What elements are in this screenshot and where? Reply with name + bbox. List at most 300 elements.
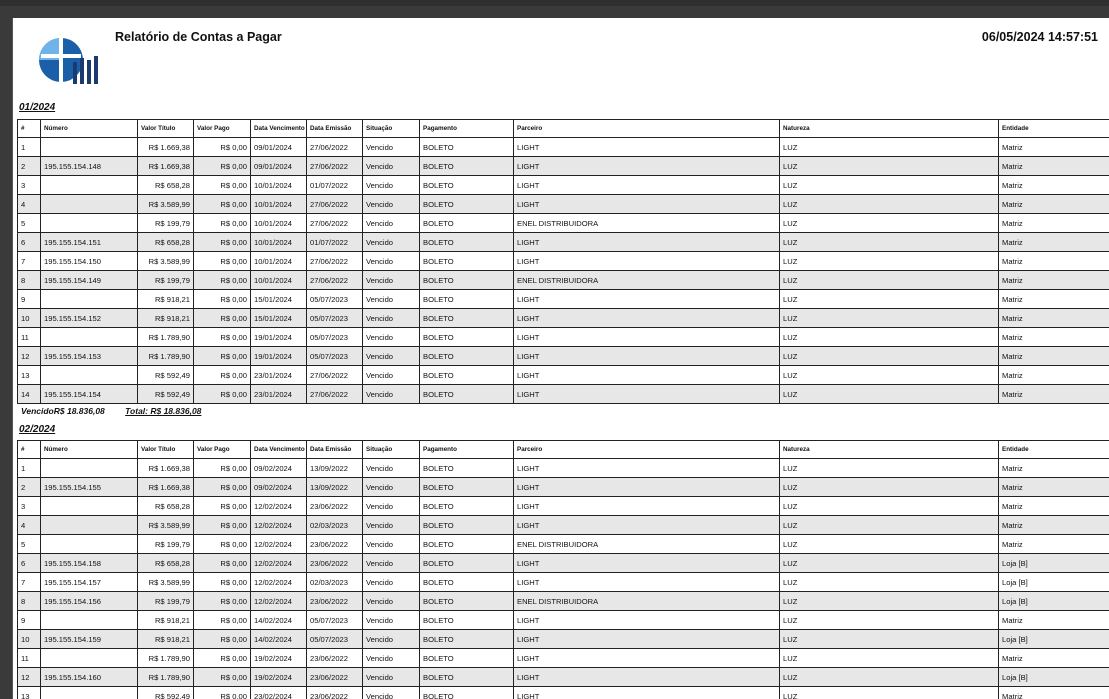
- table-cell: Vencido: [363, 516, 420, 535]
- table-cell: R$ 0,00: [194, 459, 251, 478]
- table-cell: BOLETO: [420, 176, 514, 195]
- table-cell: R$ 918,21: [138, 290, 194, 309]
- summary-total: Total: R$ 18.836,08: [125, 406, 202, 416]
- table-cell: Matriz: [999, 611, 1109, 630]
- bills-table: [17, 440, 1109, 699]
- table-cell: 195.155.154.148: [41, 157, 138, 176]
- table-cell: 9: [18, 611, 41, 630]
- table-cell: Vencido: [363, 271, 420, 290]
- table-cell: 13/09/2022: [307, 478, 363, 497]
- table-cell: 7: [18, 252, 41, 271]
- column-header: Natureza: [780, 441, 999, 459]
- table-cell: BOLETO: [420, 592, 514, 611]
- table-cell: LIGHT: [514, 497, 780, 516]
- table-cell: LUZ: [780, 592, 999, 611]
- table-cell: R$ 0,00: [194, 385, 251, 404]
- table-cell: R$ 3.589,99: [138, 573, 194, 592]
- table-cell: R$ 0,00: [194, 573, 251, 592]
- table-cell: R$ 918,21: [138, 611, 194, 630]
- table-cell: 27/06/2022: [307, 385, 363, 404]
- table-cell: 19/01/2024: [251, 347, 307, 366]
- table-cell: R$ 199,79: [138, 214, 194, 233]
- table-cell: 23/06/2022: [307, 687, 363, 699]
- table-cell: Matriz: [999, 252, 1109, 271]
- table-cell: LUZ: [780, 649, 999, 668]
- table-cell: Vencido: [363, 176, 420, 195]
- table-cell: LUZ: [780, 347, 999, 366]
- table-cell: LUZ: [780, 554, 999, 573]
- table-cell: 7: [18, 573, 41, 592]
- table-cell: Matriz: [999, 176, 1109, 195]
- table-cell: BOLETO: [420, 516, 514, 535]
- table-cell: R$ 1.789,90: [138, 649, 194, 668]
- table-cell: 27/06/2022: [307, 157, 363, 176]
- table-cell: Matriz: [999, 290, 1109, 309]
- table-cell: LIGHT: [514, 233, 780, 252]
- table-cell: 195.155.154.149: [41, 271, 138, 290]
- table-cell: 195.155.154.154: [41, 385, 138, 404]
- table-cell: LIGHT: [514, 573, 780, 592]
- column-header: Número: [41, 441, 138, 459]
- table-row: [18, 290, 1109, 309]
- table-row: [18, 271, 1109, 290]
- table-row: [18, 138, 1109, 157]
- table-cell: LUZ: [780, 271, 999, 290]
- table-row: [18, 328, 1109, 347]
- table-row: [18, 385, 1109, 404]
- table-cell: LUZ: [780, 176, 999, 195]
- table-cell: BOLETO: [420, 497, 514, 516]
- column-header: Data Emissão: [307, 120, 363, 138]
- table-cell: BOLETO: [420, 668, 514, 687]
- table-cell: 2: [18, 157, 41, 176]
- table-cell: Matriz: [999, 233, 1109, 252]
- table-cell: Vencido: [363, 459, 420, 478]
- table-cell: 6: [18, 233, 41, 252]
- viewer-top-bar: [0, 0, 1109, 6]
- table-cell: R$ 0,00: [194, 366, 251, 385]
- table-cell: LUZ: [780, 630, 999, 649]
- table-cell: LUZ: [780, 157, 999, 176]
- table-cell: 12/02/2024: [251, 573, 307, 592]
- column-header: Parceiro: [514, 441, 780, 459]
- table-cell: R$ 0,00: [194, 233, 251, 252]
- table-cell: BOLETO: [420, 309, 514, 328]
- table-cell: 195.155.154.151: [41, 233, 138, 252]
- table-cell: 19/01/2024: [251, 328, 307, 347]
- report-title: Relatório de Contas a Pagar: [115, 30, 282, 44]
- month-heading: 01/2024: [19, 102, 56, 113]
- table-cell: R$ 0,00: [194, 516, 251, 535]
- table-cell: 15/01/2024: [251, 290, 307, 309]
- table-cell: [41, 366, 138, 385]
- table-cell: R$ 199,79: [138, 535, 194, 554]
- table-cell: Vencido: [363, 233, 420, 252]
- table-cell: R$ 3.589,99: [138, 516, 194, 535]
- table-cell: 23/02/2024: [251, 687, 307, 699]
- column-header: Data Emissão: [307, 441, 363, 459]
- table-cell: R$ 1.669,38: [138, 459, 194, 478]
- table-row: [18, 554, 1109, 573]
- column-header: Pagamento: [420, 120, 514, 138]
- table-cell: R$ 658,28: [138, 176, 194, 195]
- table-cell: Matriz: [999, 497, 1109, 516]
- table-cell: LUZ: [780, 252, 999, 271]
- table-cell: R$ 3.589,99: [138, 195, 194, 214]
- table-cell: 1: [18, 459, 41, 478]
- table-row: [18, 176, 1109, 195]
- table-cell: R$ 0,00: [194, 271, 251, 290]
- table-row: [18, 516, 1109, 535]
- table-cell: Vencido: [363, 573, 420, 592]
- table-cell: 8: [18, 271, 41, 290]
- table-cell: 09/02/2024: [251, 459, 307, 478]
- table-cell: [41, 328, 138, 347]
- table-cell: BOLETO: [420, 573, 514, 592]
- table-cell: R$ 0,00: [194, 176, 251, 195]
- table-cell: LUZ: [780, 138, 999, 157]
- table-cell: LIGHT: [514, 649, 780, 668]
- table-cell: Vencido: [363, 195, 420, 214]
- table-cell: Loja [B]: [999, 630, 1109, 649]
- table-cell: LIGHT: [514, 668, 780, 687]
- table-cell: 10/01/2024: [251, 195, 307, 214]
- table-cell: 10/01/2024: [251, 233, 307, 252]
- table-cell: Matriz: [999, 385, 1109, 404]
- table-row: [18, 497, 1109, 516]
- table-cell: [41, 687, 138, 699]
- table-row: [18, 195, 1109, 214]
- table-cell: Matriz: [999, 214, 1109, 233]
- table-cell: 12/02/2024: [251, 592, 307, 611]
- table-cell: R$ 0,00: [194, 309, 251, 328]
- table-cell: ENEL DISTRIBUIDORA: [514, 271, 780, 290]
- table-cell: 5: [18, 535, 41, 554]
- table-cell: R$ 0,00: [194, 328, 251, 347]
- table-cell: Matriz: [999, 649, 1109, 668]
- table-cell: 05/07/2023: [307, 328, 363, 347]
- table-cell: [41, 459, 138, 478]
- table-cell: BOLETO: [420, 214, 514, 233]
- table-cell: R$ 0,00: [194, 649, 251, 668]
- table-cell: R$ 0,00: [194, 252, 251, 271]
- table-cell: 13: [18, 366, 41, 385]
- column-header: Entidade: [999, 441, 1109, 459]
- table-cell: LUZ: [780, 328, 999, 347]
- table-cell: LIGHT: [514, 138, 780, 157]
- table-cell: [41, 195, 138, 214]
- table-row: [18, 668, 1109, 687]
- table-cell: 19/02/2024: [251, 649, 307, 668]
- table-cell: 195.155.154.159: [41, 630, 138, 649]
- table-cell: 27/06/2022: [307, 366, 363, 385]
- table-cell: R$ 0,00: [194, 157, 251, 176]
- table-cell: Vencido: [363, 328, 420, 347]
- table-cell: 195.155.154.153: [41, 347, 138, 366]
- table-cell: 02/03/2023: [307, 516, 363, 535]
- table-cell: 01/07/2022: [307, 233, 363, 252]
- table-cell: LUZ: [780, 195, 999, 214]
- table-cell: 10/01/2024: [251, 252, 307, 271]
- table-cell: 10: [18, 309, 41, 328]
- table-cell: LIGHT: [514, 385, 780, 404]
- table-cell: 3: [18, 176, 41, 195]
- table-cell: Vencido: [363, 385, 420, 404]
- table-cell: [41, 535, 138, 554]
- table-row: [18, 687, 1109, 699]
- table-cell: Loja [B]: [999, 668, 1109, 687]
- table-cell: Vencido: [363, 497, 420, 516]
- table-cell: 8: [18, 592, 41, 611]
- company-logo-icon: [33, 30, 103, 90]
- table-cell: LIGHT: [514, 252, 780, 271]
- table-cell: LIGHT: [514, 309, 780, 328]
- table-cell: 13: [18, 687, 41, 699]
- table-cell: BOLETO: [420, 328, 514, 347]
- table-cell: BOLETO: [420, 630, 514, 649]
- column-header: Pagamento: [420, 441, 514, 459]
- table-cell: ENEL DISTRIBUIDORA: [514, 535, 780, 554]
- table-header-row: [18, 441, 1109, 459]
- table-cell: R$ 1.669,38: [138, 138, 194, 157]
- table-cell: LUZ: [780, 459, 999, 478]
- table-row: [18, 233, 1109, 252]
- group-summary: [21, 406, 201, 416]
- table-cell: BOLETO: [420, 271, 514, 290]
- table-cell: 6: [18, 554, 41, 573]
- table-cell: BOLETO: [420, 478, 514, 497]
- table-cell: R$ 0,00: [194, 611, 251, 630]
- table-cell: LIGHT: [514, 290, 780, 309]
- table-cell: R$ 1.789,90: [138, 328, 194, 347]
- table-cell: R$ 918,21: [138, 309, 194, 328]
- table-cell: LUZ: [780, 516, 999, 535]
- table-cell: 09/01/2024: [251, 157, 307, 176]
- table-cell: Vencido: [363, 611, 420, 630]
- table-cell: BOLETO: [420, 611, 514, 630]
- column-header: Natureza: [780, 120, 999, 138]
- table-cell: R$ 0,00: [194, 535, 251, 554]
- table-cell: Matriz: [999, 309, 1109, 328]
- table-row: [18, 157, 1109, 176]
- table-cell: R$ 0,00: [194, 478, 251, 497]
- table-cell: LIGHT: [514, 347, 780, 366]
- table-cell: LIGHT: [514, 478, 780, 497]
- table-cell: 5: [18, 214, 41, 233]
- table-cell: 23/06/2022: [307, 554, 363, 573]
- table-cell: Vencido: [363, 535, 420, 554]
- table-cell: LIGHT: [514, 630, 780, 649]
- table-row: [18, 592, 1109, 611]
- table-cell: 14: [18, 385, 41, 404]
- table-cell: Matriz: [999, 687, 1109, 699]
- table-cell: Vencido: [363, 668, 420, 687]
- table-cell: BOLETO: [420, 138, 514, 157]
- table-cell: 10/01/2024: [251, 271, 307, 290]
- table-cell: Matriz: [999, 195, 1109, 214]
- month-heading: 02/2024: [19, 424, 56, 435]
- table-cell: 05/07/2023: [307, 630, 363, 649]
- table-cell: Matriz: [999, 138, 1109, 157]
- table-cell: Vencido: [363, 290, 420, 309]
- column-header: Data Vencimento: [251, 120, 307, 138]
- table-cell: 14/02/2024: [251, 611, 307, 630]
- table-cell: 27/06/2022: [307, 214, 363, 233]
- table-cell: 9: [18, 290, 41, 309]
- column-header: Valor Pago: [194, 120, 251, 138]
- table-cell: LUZ: [780, 478, 999, 497]
- table-cell: BOLETO: [420, 535, 514, 554]
- table-cell: 27/06/2022: [307, 195, 363, 214]
- table-cell: R$ 0,00: [194, 347, 251, 366]
- table-cell: Matriz: [999, 535, 1109, 554]
- table-cell: R$ 0,00: [194, 592, 251, 611]
- table-cell: Vencido: [363, 478, 420, 497]
- table-cell: LUZ: [780, 687, 999, 699]
- table-cell: LIGHT: [514, 328, 780, 347]
- table-cell: R$ 0,00: [194, 668, 251, 687]
- column-header: #: [18, 120, 41, 138]
- table-row: [18, 630, 1109, 649]
- table-cell: 09/02/2024: [251, 478, 307, 497]
- table-cell: 2: [18, 478, 41, 497]
- table-cell: 195.155.154.150: [41, 252, 138, 271]
- table-cell: Loja [B]: [999, 592, 1109, 611]
- table-cell: 3: [18, 497, 41, 516]
- table-cell: Matriz: [999, 328, 1109, 347]
- column-header: Situação: [363, 441, 420, 459]
- table-cell: BOLETO: [420, 252, 514, 271]
- table-row: [18, 366, 1109, 385]
- column-header: Valor Pago: [194, 441, 251, 459]
- column-header: Entidade: [999, 120, 1109, 138]
- table-cell: BOLETO: [420, 459, 514, 478]
- table-cell: 05/07/2023: [307, 611, 363, 630]
- table-cell: LUZ: [780, 309, 999, 328]
- table-cell: R$ 199,79: [138, 592, 194, 611]
- table-row: [18, 214, 1109, 233]
- table-cell: 195.155.154.152: [41, 309, 138, 328]
- table-cell: LIGHT: [514, 459, 780, 478]
- table-cell: R$ 3.589,99: [138, 252, 194, 271]
- table-cell: LUZ: [780, 366, 999, 385]
- table-row: [18, 347, 1109, 366]
- table-cell: [41, 138, 138, 157]
- table-cell: BOLETO: [420, 366, 514, 385]
- table-cell: R$ 0,00: [194, 195, 251, 214]
- table-cell: R$ 0,00: [194, 214, 251, 233]
- table-cell: LIGHT: [514, 611, 780, 630]
- table-cell: BOLETO: [420, 385, 514, 404]
- table-cell: Loja [B]: [999, 573, 1109, 592]
- table-cell: [41, 516, 138, 535]
- table-cell: R$ 1.789,90: [138, 668, 194, 687]
- table-cell: Vencido: [363, 138, 420, 157]
- table-cell: Matriz: [999, 366, 1109, 385]
- table-cell: LIGHT: [514, 366, 780, 385]
- table-cell: 10/01/2024: [251, 214, 307, 233]
- table-cell: 23/06/2022: [307, 649, 363, 668]
- table-cell: LUZ: [780, 668, 999, 687]
- table-row: [18, 478, 1109, 497]
- table-cell: R$ 592,49: [138, 687, 194, 699]
- table-cell: 23/06/2022: [307, 497, 363, 516]
- table-cell: LIGHT: [514, 176, 780, 195]
- table-cell: 195.155.154.160: [41, 668, 138, 687]
- table-cell: Matriz: [999, 459, 1109, 478]
- table-cell: 05/07/2023: [307, 309, 363, 328]
- bills-table: [17, 119, 1109, 404]
- table-cell: Vencido: [363, 309, 420, 328]
- table-cell: Vencido: [363, 649, 420, 668]
- table-cell: LUZ: [780, 290, 999, 309]
- table-cell: BOLETO: [420, 687, 514, 699]
- table-cell: Loja [B]: [999, 554, 1109, 573]
- table-cell: 27/06/2022: [307, 252, 363, 271]
- table-cell: 02/03/2023: [307, 573, 363, 592]
- table-row: [18, 535, 1109, 554]
- table-cell: Vencido: [363, 366, 420, 385]
- column-header: Número: [41, 120, 138, 138]
- column-header: Parceiro: [514, 120, 780, 138]
- table-cell: 23/06/2022: [307, 535, 363, 554]
- table-cell: 12/02/2024: [251, 554, 307, 573]
- table-row: [18, 459, 1109, 478]
- table-cell: LUZ: [780, 611, 999, 630]
- table-cell: R$ 658,28: [138, 554, 194, 573]
- table-cell: 19/02/2024: [251, 668, 307, 687]
- table-cell: R$ 0,00: [194, 630, 251, 649]
- table-cell: Matriz: [999, 516, 1109, 535]
- table-cell: LUZ: [780, 497, 999, 516]
- table-cell: [41, 214, 138, 233]
- table-cell: 12: [18, 668, 41, 687]
- table-row: [18, 611, 1109, 630]
- table-cell: 12/02/2024: [251, 497, 307, 516]
- table-cell: BOLETO: [420, 195, 514, 214]
- table-cell: 23/01/2024: [251, 385, 307, 404]
- table-cell: Vencido: [363, 157, 420, 176]
- table-cell: R$ 0,00: [194, 497, 251, 516]
- table-cell: [41, 176, 138, 195]
- table-cell: 12: [18, 347, 41, 366]
- table-cell: R$ 0,00: [194, 138, 251, 157]
- table-cell: LUZ: [780, 535, 999, 554]
- table-cell: 01/07/2022: [307, 176, 363, 195]
- table-cell: R$ 592,49: [138, 385, 194, 404]
- table-cell: Vencido: [363, 592, 420, 611]
- table-cell: LUZ: [780, 233, 999, 252]
- table-cell: LIGHT: [514, 554, 780, 573]
- table-row: [18, 573, 1109, 592]
- table-cell: LUZ: [780, 214, 999, 233]
- table-cell: Matriz: [999, 157, 1109, 176]
- table-cell: R$ 918,21: [138, 630, 194, 649]
- report-page: [12, 18, 1109, 699]
- table-cell: [41, 611, 138, 630]
- table-cell: 195.155.154.155: [41, 478, 138, 497]
- table-cell: 27/06/2022: [307, 138, 363, 157]
- table-row: [18, 649, 1109, 668]
- column-header: Situação: [363, 120, 420, 138]
- table-header-row: [18, 120, 1109, 138]
- column-header: #: [18, 441, 41, 459]
- table-cell: 195.155.154.156: [41, 592, 138, 611]
- table-cell: 4: [18, 516, 41, 535]
- table-cell: Vencido: [363, 214, 420, 233]
- table-cell: 1: [18, 138, 41, 157]
- column-header: Valor Título: [138, 441, 194, 459]
